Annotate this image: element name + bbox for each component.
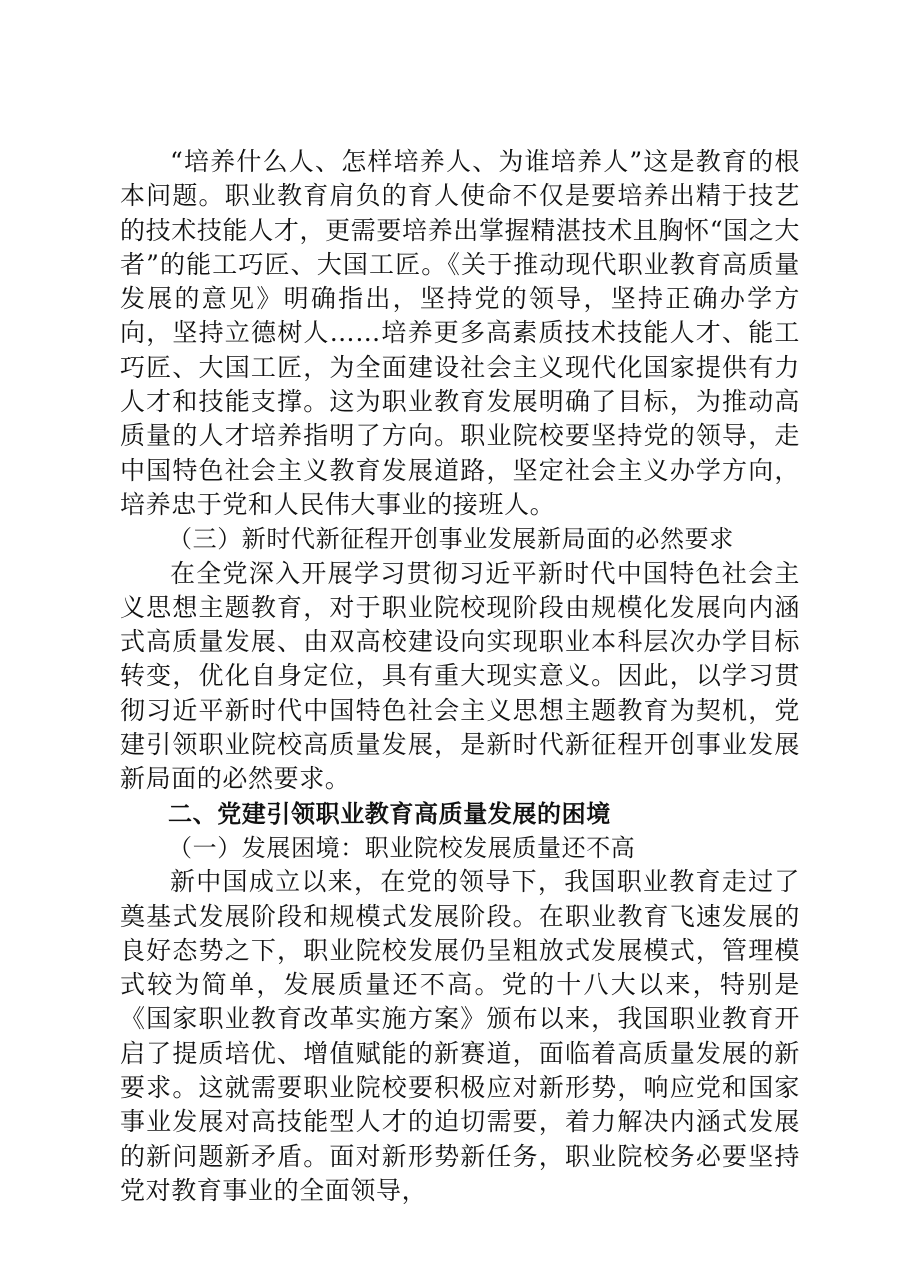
paragraph-development-quality: 新中国成立以来，在党的领导下，我国职业教育走过了奠基式发展阶段和规模式发展阶段。在职业教育飞速发展的良好态势之下，职业院校发展仍呈粗放式发展模式，管理模式较为简单，发展质量还不高。党的十八大以来，特别是《国家职业教育改革实施方案》颁布以来，我国职业教育开启了提质培优、增值赋能的新赛道，面临着高质量发展的新要求。这就需要职业院校要积极应对新形势，响应党和国家事业发展对高技能型人才的迫切需要，着力解决内涵式发展的新问题新矛盾。面对新形势新任务，职业院校务必要坚持党对教育事业的全面领导， bbox=[120, 867, 800, 1205]
document-page bbox=[120, 145, 800, 1208]
subheading-development-dilemma: （一）发展困境：职业院校发展质量还不高 bbox=[168, 833, 636, 862]
paragraph-talent-cultivation: “培养什么人、怎样培养人、为谁培养人”这是教育的根本问题。职业教育肩负的育人使命不仅是要培养出精于技艺的技术技能人才，更需要培养出掌握精湛技术且胸怀“国之大者”的能工巧匠、大国工匠。《关于推动现代职业教育高质量发展的意见》明确指出，坚持党的领导，坚持正确办学方向，坚持立德树人……培养更多高素质技术技能人才、能工巧匠、大国工匠，为全面建设社会主义现代化国家提供有力人才和技能支撑。这为职业教育发展明确了目标，为推动高质量的人才培养指明了方向。职业院校要坚持党的领导，走中国特色社会主义教育发展道路，坚定社会主义办学方向，培养忠于党和人民伟大事业的接班人。 bbox=[120, 147, 800, 519]
paragraph-theme-education: 在全党深入开展学习贯彻习近平新时代中国特色社会主义思想主题教育，对于职业院校现阶段由规模化发展向内涵式高质量发展、由双高校建设向实现职业本科层次办学目标转变，优化自身定位，具有重大现实意义。因此，以学习贯彻习近平新时代中国特色社会主义思想主题教育为契机，党建引领职业院校高质量发展，是新时代新征程开创事业发展新局面的必然要求。 bbox=[120, 558, 800, 794]
section-heading-dilemmas: 二、党建引领职业教育高质量发展的困境 bbox=[168, 799, 611, 828]
subheading-new-era-requirement: （三）新时代新征程开创事业发展新局面的必然要求 bbox=[168, 525, 734, 554]
